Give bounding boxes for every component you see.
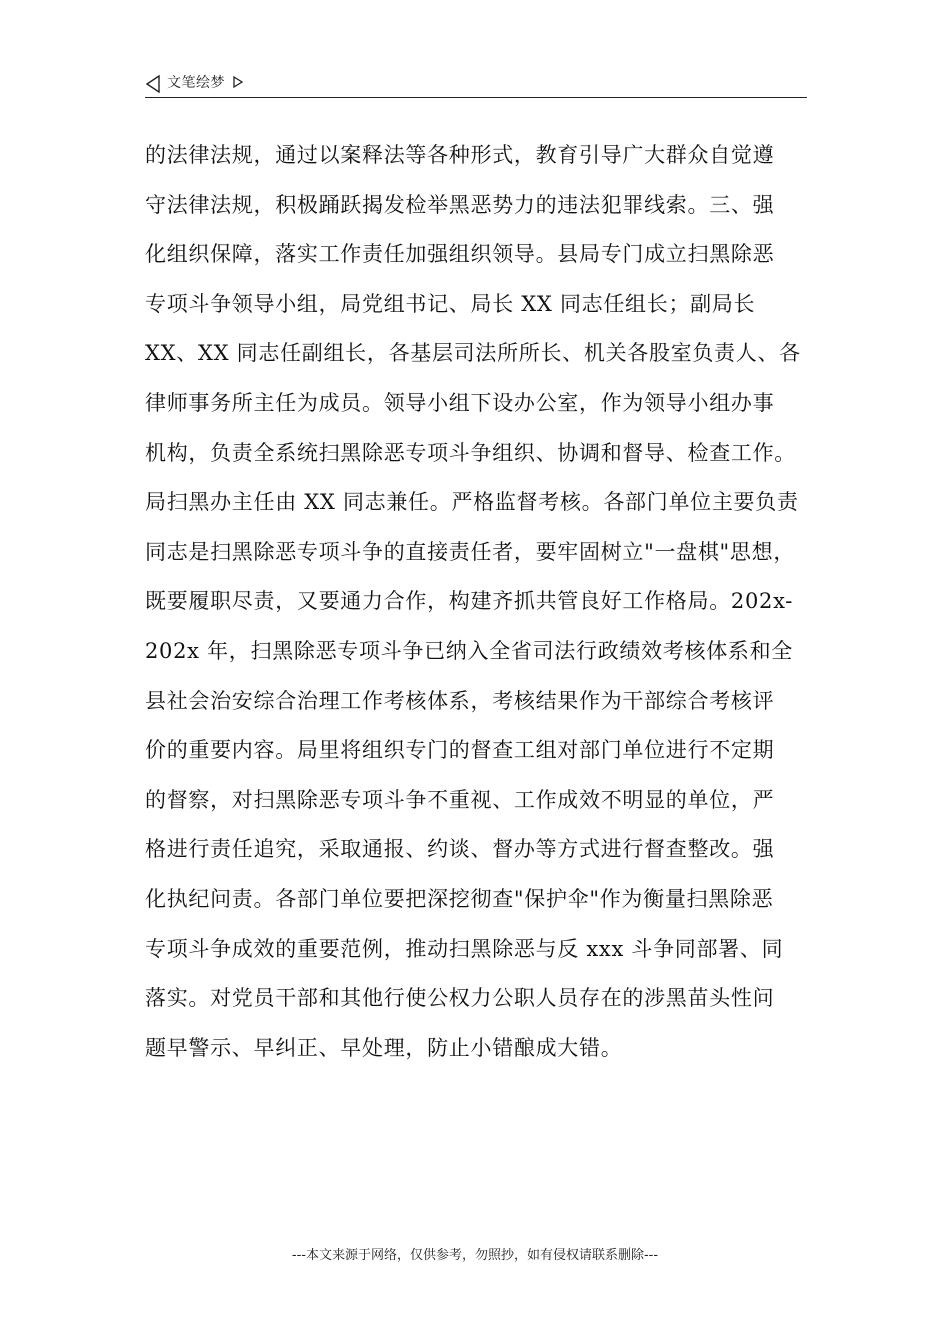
body-line: 落实。对党员干部和其他行使公权力公职人员存在的涉黑苗头性问	[145, 986, 775, 1011]
body-line: 的法律法规，通过以案释法等各种形式，教育引导广大群众自觉遵	[145, 143, 775, 167]
body-line: 县社会治安综合治理工作考核体系，考核结果作为干部综合考核评	[145, 688, 775, 713]
page-header	[145, 72, 807, 98]
body-line: 律师事务所主任为成员。领导小组下设办公室，作为领导小组办事	[145, 390, 775, 415]
body-line: 守法律法规，积极踊跃揭发检举黑恶势力的违法犯罪线索。三、强	[145, 192, 775, 217]
left-triangle-outline-icon	[145, 75, 161, 93]
body-line: 题早警示、早纠正、早处理，防止小错酿成大错。	[145, 1035, 623, 1060]
body-line: 既要履职尽责，又要通力合作，构建齐抓共管良好工作格局。202x-	[145, 589, 794, 614]
body-line: 化组织保障，落实工作责任加强组织领导。县局专门成立扫黑除恶	[145, 242, 775, 267]
footer-disclaimer: ---本文来源于网络，仅供参考，勿照抄，如有侵权请联系删除---	[291, 1248, 659, 1263]
body-line: 202x 年，扫黑除恶专项斗争已纳入全省司法行政绩效考核体系和全	[145, 638, 793, 663]
body-line: 同志是扫黑除恶专项斗争的直接责任者，要牢固树立"一盘棋"思想，	[145, 539, 796, 564]
body-line: 价的重要内容。局里将组织专门的督查工组对部门单位进行不定期	[145, 738, 775, 763]
body-line: 局扫黑办主任由 XX 同志兼任。严格监督考核。各部门单位主要负责	[145, 490, 799, 515]
header-title: 文笔绘梦	[167, 75, 225, 91]
body-line: XX、XX 同志任副组长，各基层司法所所长、机关各股室负责人、各	[145, 341, 801, 366]
body-line: 机构，负责全系统扫黑除恶专项斗争组织、协调和督导、检查工作。	[145, 440, 796, 465]
right-triangle-outline-icon	[232, 75, 244, 89]
body-line: 专项斗争领导小组，局党组书记、局长 XX 同志任组长；副局长	[145, 291, 756, 316]
body-line: 格进行责任追究，采取通报、约谈、督办等方式进行督查整改。强	[145, 837, 775, 862]
body-line: 化执纪问责。各部门单位要把深挖彻查"保护伞"作为衡量扫黑除恶	[145, 886, 774, 911]
body-line: 的督察，对扫黑除恶专项斗争不重视、工作成效不明显的单位，严	[145, 787, 775, 812]
body-line: 专项斗争成效的重要范例，推动扫黑除恶与反 xxx 斗争同部署、同	[145, 936, 784, 961]
document-body	[145, 131, 820, 1073]
